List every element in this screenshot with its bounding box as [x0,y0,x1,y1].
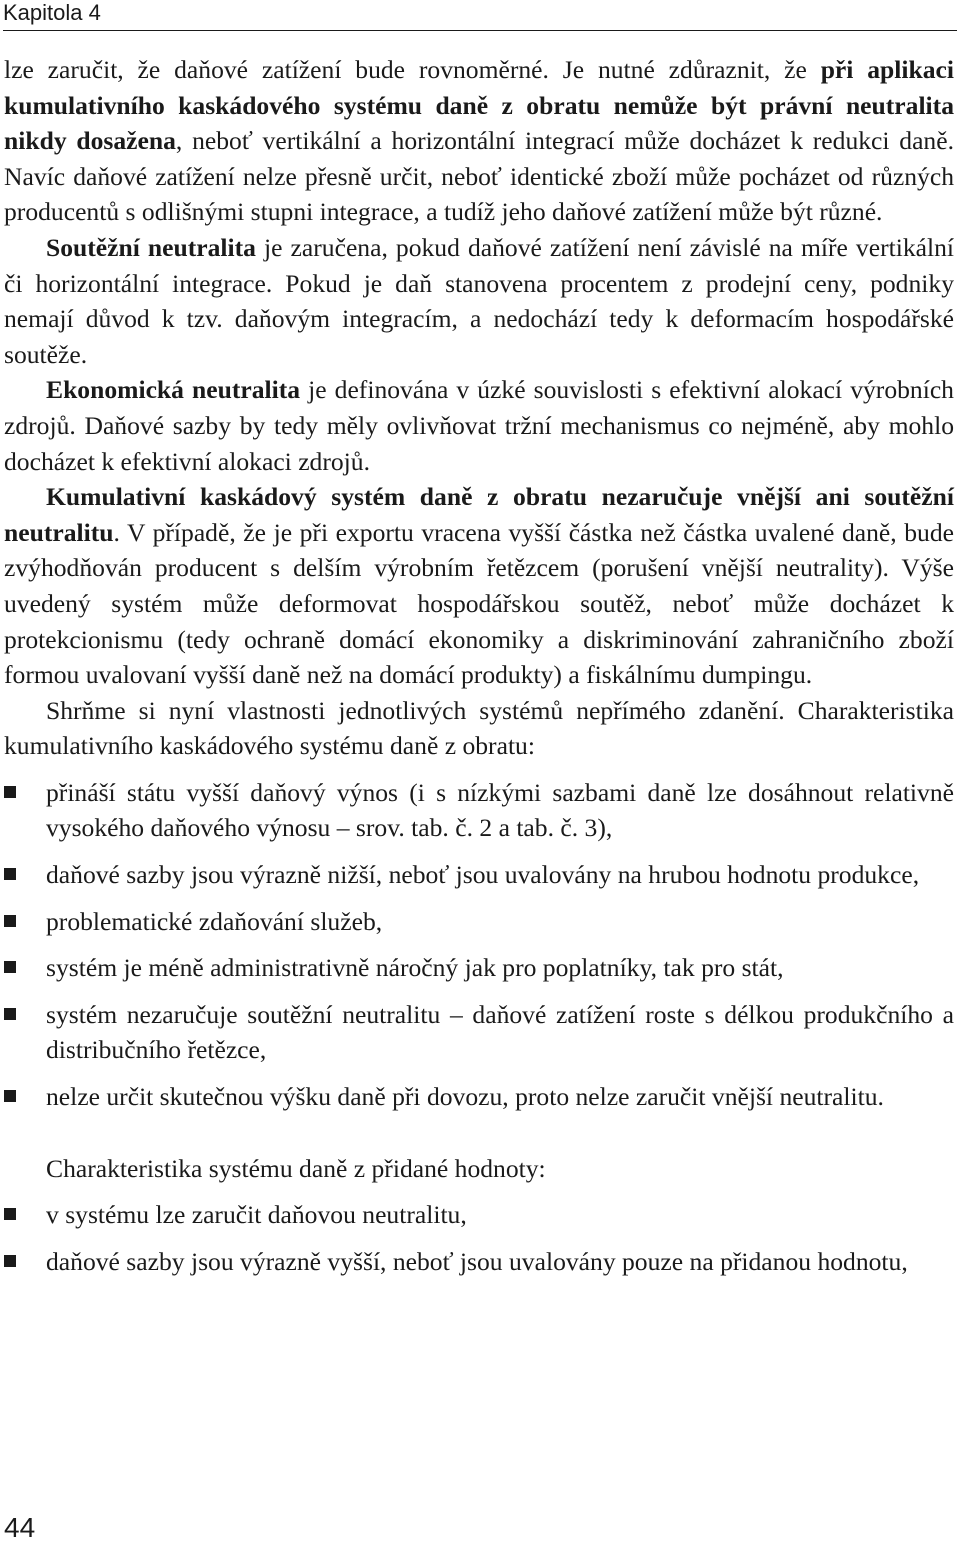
square-bullet-icon [4,1008,16,1020]
list-item [4,857,954,893]
paragraph-summary: Shrňme si nyní vlastnosti jednotlivých systémů nepřímého zdanění. Charakteristika kumulativního kaskádového systému daně z obratu: [4,695,954,761]
list-item-text: přináší státu vyšší daňový výnos (i s nízkými sazbami daně lze dosáhnout relativně vysokého daňového výnosu – srov. tab. č. 2 a tab. č. 3), [46,777,954,843]
paragraph-economic-neutrality [4,372,954,479]
list-item-text: nelze určit skutečnou výšku daně při dovozu, proto nelze zaručit vnější neutralitu. [46,1082,884,1112]
list-item-text: systém je méně administrativně náročný jak pro poplatníky, tak pro stát, [46,953,784,983]
bold-phrase: při aplikaci kumulativního kaskádového systému daně z obratu nemůže být právní neutralita nikdy dosažena [4,55,954,156]
square-bullet-icon [4,915,16,927]
list-item-text: daňové sazby jsou výrazně nižší, neboť jsou uvalovány na hrubou hodnotu produkce, [46,860,920,890]
vat-characteristics-heading: Charakteristika systému daně z přidané hodnoty: [46,1153,546,1183]
list-item [4,950,954,986]
list-item-text: systém nezaručuje soutěžní neutralitu – daňové zatížení roste s délkou produkčního a distribučního řetězce, [46,999,954,1065]
bold-term: Soutěžní neutralita [46,232,256,262]
square-bullet-icon [4,1090,16,1102]
list-item [4,904,954,940]
paragraph-text: lze zaručit, že daňové zatížení bude rovnoměrné. Je nutné zdůraznit, že [4,55,821,84]
square-bullet-icon [4,1208,16,1220]
list-item [4,1244,954,1280]
list-item [4,997,954,1068]
section-gap [4,1115,954,1151]
main-text [4,52,954,1279]
cascade-characteristics-list [4,775,954,1115]
square-bullet-icon [4,868,16,880]
paragraph-text: je definována v úzké souvislosti s efektivní alokací výrobních zdrojů. Daňové sazby by tedy měly ovlivňovat tržní mechanismus co nejméně, aby mohlo docházet k efektivní alokaci zdrojů. [4,375,954,476]
paragraph-text: . V případě, že je při exportu vracena vyšší částka než částka uvalené daně, bude zvýhodňován producent s delším výrobním řetězcem (porušení vnější neutrality). Výše uvedený systém může deformovat hospodářskou soutěž, neboť může docházet k protekcionismu (tedy ochraně domácí ekonomiky a diskriminování zahraničního zboží formou uvalovaní vyšší daně než na domácí produkty) a fiskálnímu dumpingu. [4,517,954,690]
paragraph-competition-neutrality [4,230,954,372]
paragraph-text: , neboť vertikální a horizontální integrací může docházet k redukci daně. Navíc daňové zatížení nelze přesně určit, neboť identické zboží může pocházet od různých producentů s odlišnými stupni integrace, a tudíž jeho daňové zatížení může být různé. [4,126,954,227]
paragraph-cascade-system [4,479,954,693]
bold-term: Ekonomická neutralita [46,375,301,405]
list-item [4,1197,954,1233]
square-bullet-icon [4,1255,16,1267]
list-item-text: problematické zdaňování služeb, [46,906,383,936]
chapter-title: Kapitola 4 [3,0,101,25]
list-item-text: daňové sazby jsou výrazně vyšší, neboť jsou uvalovány pouze na přidanou hodnotu, [46,1246,908,1276]
square-bullet-icon [4,961,16,973]
list-item [4,775,954,846]
list-item [4,1079,954,1115]
vat-characteristics-list [4,1197,954,1279]
square-bullet-icon [4,786,16,798]
list-item-text: v systému lze zaručit daňovou neutralitu, [46,1200,467,1230]
running-header [3,0,957,31]
paragraph-legal-neutrality [4,52,954,230]
paragraph-text: je zaručena, pokud daňové zatížení není závislé na míře vertikální či horizontální integrace. Pokud je daň stanovena procentem z prodejní ceny, podniky nemají důvod k tzv. daňovým integracím, a nedochází tedy k deformacím hospodářské soutěže. [4,232,955,369]
bold-phrase: Kumulativní kaskádový systém daně z obratu nezaručuje vnější ani soutěžní neutralitu [4,482,954,547]
page-number: 44 [4,1512,36,1543]
